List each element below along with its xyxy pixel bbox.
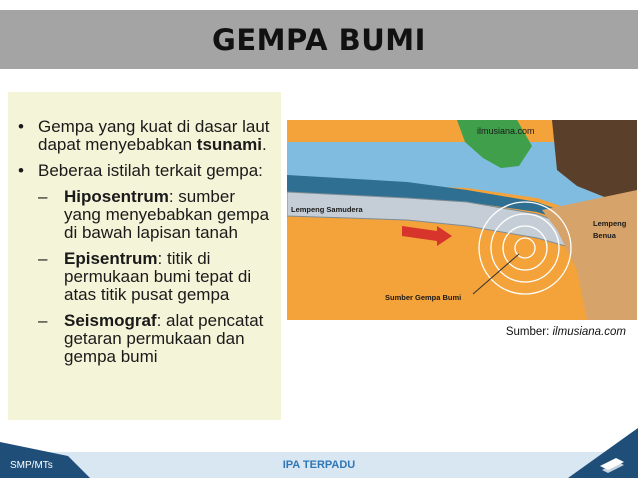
sub-bullet-text: Seismograf: alat pencatat getaran permukaan dan gempa bumi [64, 311, 264, 366]
bullet-text: Beberaa istilah terkait gempa: [38, 161, 263, 180]
image-source: Sumber: ilmusiana.com [505, 326, 626, 338]
diagram-watermark: ilmusiana.com [477, 126, 535, 136]
footer-subject-text: IPA TERPADU [282, 459, 356, 471]
footer [0, 452, 638, 478]
bullet-item [18, 162, 275, 180]
dash-icon: – [38, 311, 48, 330]
bullet-item [18, 118, 275, 154]
dash-icon: – [38, 249, 48, 268]
bullet-text: Gempa yang kuat di dasar laut dapat menyebabkan tsunami. [38, 117, 270, 154]
footer-right-decoration [568, 428, 638, 478]
earthquake-diagram [287, 120, 637, 320]
title-bar [0, 10, 638, 69]
sub-bullet-text: Episentrum: titik di permukaan bumi tepat di atas titik pusat gempa [64, 249, 252, 304]
continental-plate-label: Benua [593, 231, 616, 240]
sub-bullet-item [38, 312, 275, 366]
dash-icon: – [38, 187, 48, 206]
sub-bullet-item [38, 188, 275, 242]
continental-plate-label: Lempeng [593, 219, 627, 228]
footer-left-decoration [0, 438, 90, 478]
sub-bullet-text: Hiposentrum: sumber yang menyebabkan gempa di bawah lapisan tanah [64, 187, 270, 242]
oceanic-plate-label: Lempeng Samudera [291, 205, 363, 214]
content-box [8, 92, 281, 420]
slide-title: GEMPA BUMI [212, 22, 426, 57]
bullet-dot-icon: • [18, 161, 24, 180]
bullet-dot-icon: • [18, 117, 24, 136]
footer-level-text: SMP/MTs [10, 460, 53, 471]
sub-bullet-item [38, 250, 275, 304]
earthquake-source-label: Sumber Gempa Bumi [385, 293, 462, 302]
